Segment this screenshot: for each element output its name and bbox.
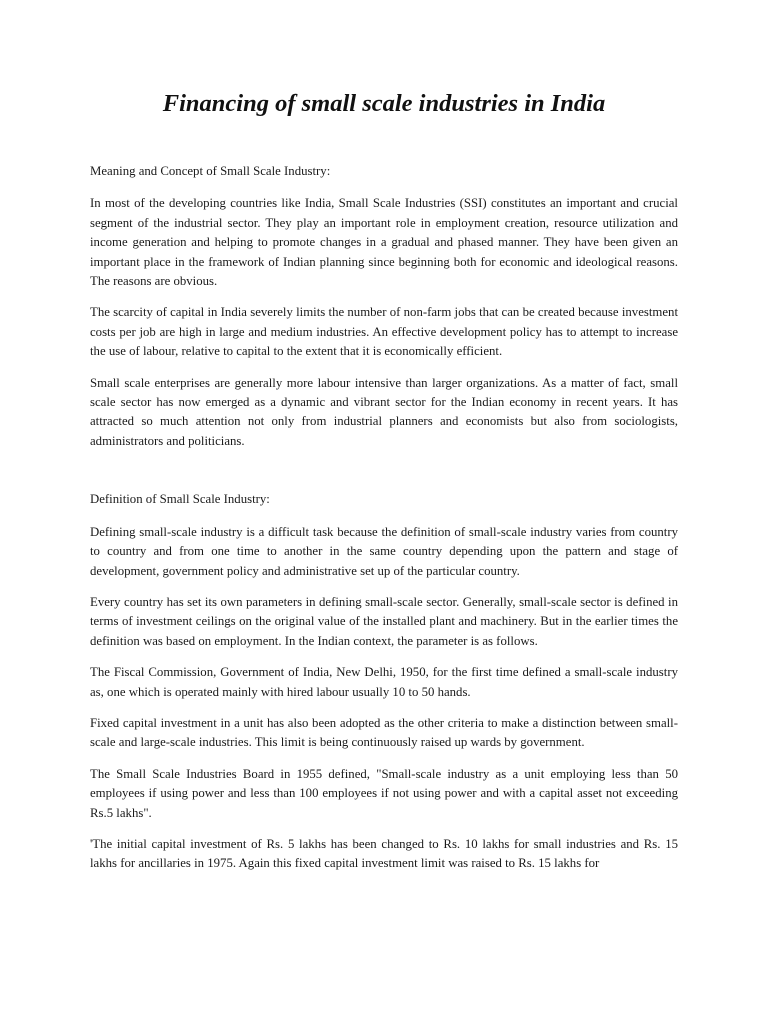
paragraph: The scarcity of capital in India severely limits the number of non-farm jobs that can be created because investment costs per job are high in large and medium industries. An effective development policy has to attempt to increase the use of labour, relative to capital to the extent that it is economically efficient.: [90, 305, 678, 359]
paragraph: Fixed capital investment in a unit has also been adopted as the other criteria to make a distinction between small-scale and large-scale industries. This limit is being continuously raised up wards by government.: [90, 715, 678, 750]
paragraph: In most of the developing countries like India, Small Scale Industries (SSI) constitutes an important and crucial segment of the industrial sector. They play an important role in employment creation, resource utilization and income generation and helping to promote changes in a gradual and phased manner. They have been given an important place in the framework of Indian planning since beginning both for economic and ideological reasons. The reasons are obvious.: [90, 196, 678, 289]
paragraph: The Small Scale Industries Board in 1955 defined, "Small-scale industry as a unit employing less than 50 employees if using power and less than 100 employees if not using power and with a capital asset not exceeding Rs.5 lakhs".: [90, 766, 678, 820]
section-heading-definition: Definition of Small Scale Industry:: [90, 492, 270, 507]
paragraph: Defining small-scale industry is a difficult task because the definition of small-scale industry varies from country to country and from one time to another in the same country depending upon the pattern and stage of development, government policy and administrative set up of the particular country.: [90, 524, 678, 578]
paragraph: Small scale enterprises are generally more labour intensive than larger organizations. As a matter of fact, small scale sector has now emerged as a dynamic and vibrant sector for the Indian economy in recent years. It has attracted so much attention not only from industrial planners and economists but also from sociologists, administrators and politicians.: [90, 375, 678, 448]
section-spacer: [90, 463, 678, 490]
paragraph: The Fiscal Commission, Government of India, New Delhi, 1950, for the first time defined a small-scale industry as, one which is operated mainly with hired labour usually 10 to 50 hands.: [90, 665, 678, 699]
section-heading-meaning: Meaning and Concept of Small Scale Industry:: [90, 164, 331, 178]
paragraph: Every country has set its own parameters in defining small-scale sector. Generally, small-scale sector is defined in terms of investment ceilings on the original value of the installed plant and machinery. But in the earlier times the definition was based on employment. In the Indian context, the parameter is as follows.: [90, 594, 678, 648]
document-body: [90, 162, 678, 886]
paragraph: 'The initial capital investment of Rs. 5 lakhs has been changed to Rs. 10 lakhs for small industries and Rs. 15 lakhs for ancillaries in 1975. Again this fixed capital investment limit was raised to Rs. 15 lakhs for: [90, 836, 678, 871]
document-title: Financing of small scale industries in India: [162, 90, 606, 117]
